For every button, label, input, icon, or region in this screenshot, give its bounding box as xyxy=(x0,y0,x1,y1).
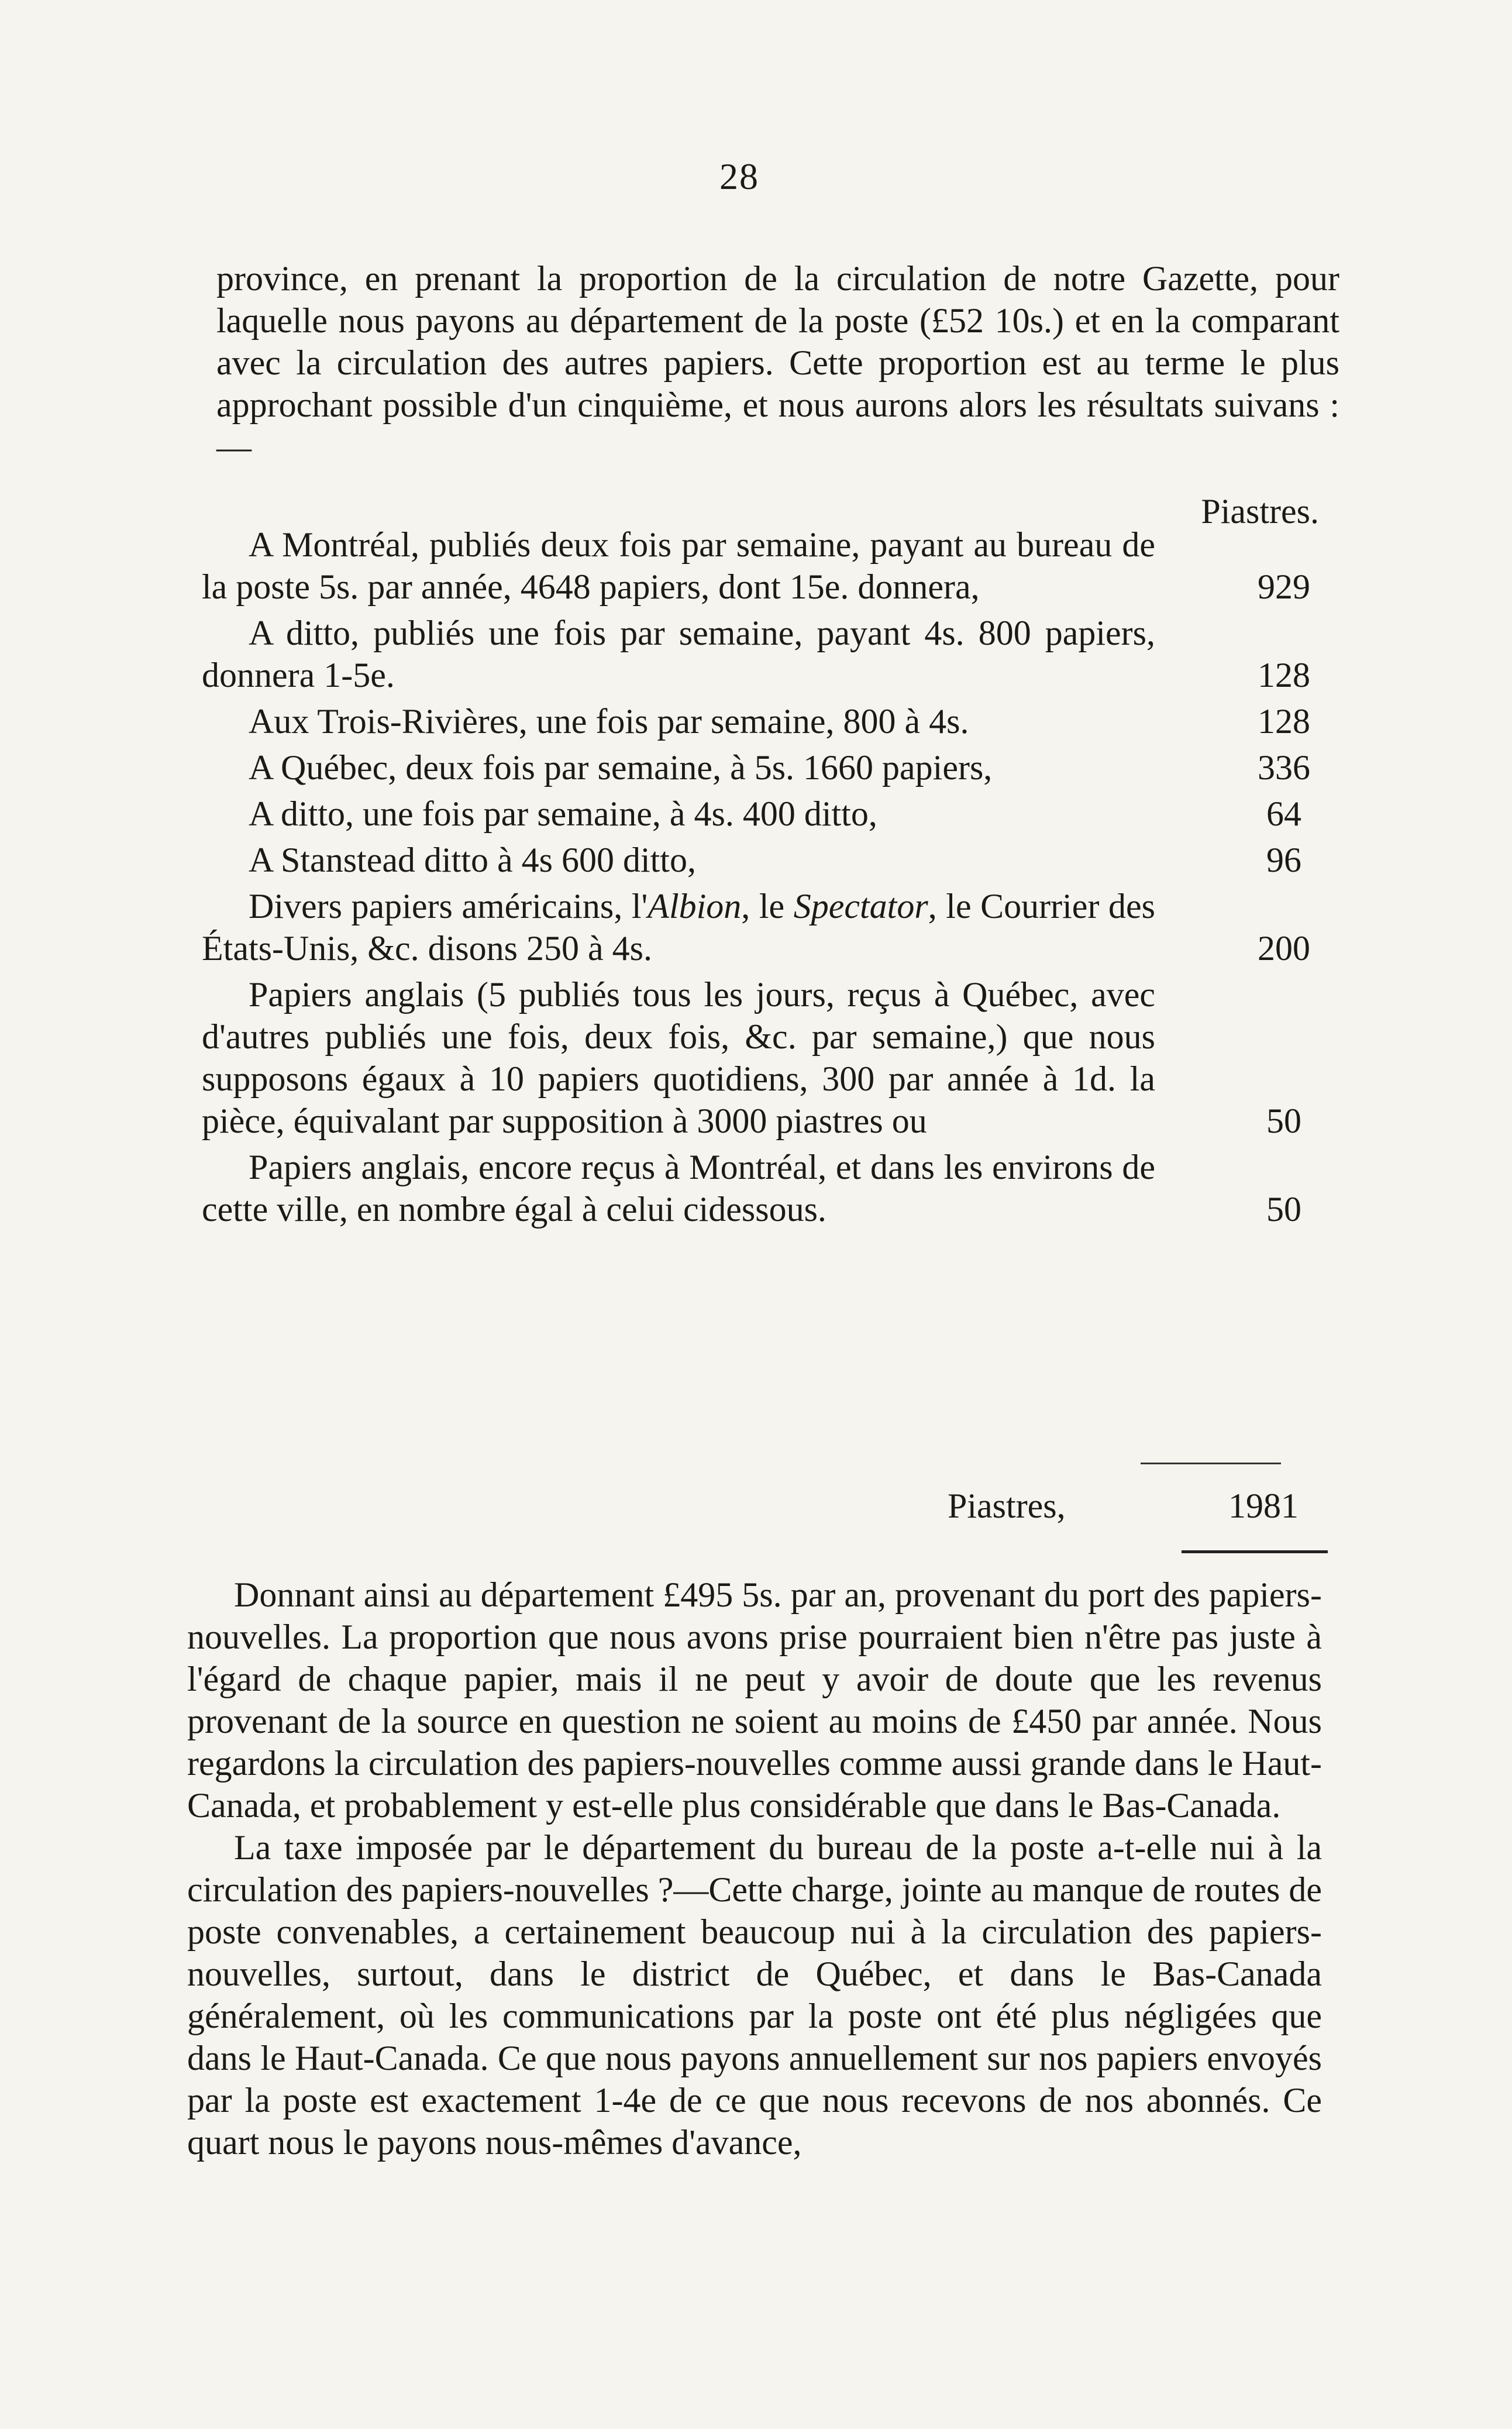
ledger-row-text: Papiers anglais (5 publiés tous les jours, reçus à Québec, avec d'autres publiés une fois, deux fois, &c. par semaine,) que nous supposons égaux à 10 papiers quotidiens, 300 par année à 1d. la pièce, équivalant par supposition à 3000 piastres ou xyxy=(202,975,1155,1140)
ledger-row-text: A ditto, publiés une fois par semaine, payant 4s. 800 papiers, donnera 1-5e. xyxy=(202,614,1155,694)
ledger-row-amount: 50 xyxy=(1266,1190,1301,1229)
intro-paragraph xyxy=(216,257,1339,468)
ledger-row-text: A Québec, deux fois par semaine, à 5s. 1660 papiers, xyxy=(249,748,993,787)
ledger-row xyxy=(202,839,1331,881)
ledger-text-part: , le xyxy=(741,887,794,926)
total-rule xyxy=(1182,1550,1328,1553)
ledger-row-text xyxy=(202,885,1155,969)
ledger-row-amount: 929 xyxy=(1258,567,1310,606)
ledger-row-text: Aux Trois-Rivières, une fois par semaine, 800 à 4s. xyxy=(249,702,969,741)
ledger-table xyxy=(202,524,1331,1234)
intro-text: province, en prenant la proportion de la circulation de notre Gazette, pour laquelle nous payons au département de la poste (£52 10s.) et en la comparant avec la circulation des autres papiers. Cette proportion est au terme le plus approchant possible d'un cinquième, et nous aurons alors les résultats suivans :— xyxy=(216,259,1339,466)
italic-title: Albion xyxy=(647,887,742,926)
body-text xyxy=(187,1574,1322,2163)
column-header: Piastres. xyxy=(1201,492,1319,531)
ledger-row-amount: 128 xyxy=(1258,702,1310,741)
ledger-row-text: Papiers anglais, encore reçus à Montréal, et dans les environs de cette ville, en nombre égal à celui cidessous. xyxy=(202,1148,1155,1229)
paragraph: Donnant ainsi au département £495 5s. par an, provenant du port des papiers-nouvelles. La proportion que nous avons prise pourraient bien n'être pas juste à l'égard de chaque papier, mais il ne peut y avoir de doute que les revenus provenant de la source en question ne soient au moins de £450 par année. Nous regardons la circulation des papiers-nouvelles comme aussi grande dans le Haut-Canada, et probablement y est-elle plus considérable que dans le Bas-Canada. xyxy=(187,1575,1322,1825)
ledger-text-part: , le Courrier des États-Unis, &c. disons 250 à 4s. xyxy=(202,887,1155,968)
ledger-row xyxy=(202,612,1331,696)
italic-title: Spectator xyxy=(793,887,928,926)
total-label: Piastres, xyxy=(948,1487,1066,1525)
ledger-row-amount: 96 xyxy=(1266,841,1301,879)
ledger-row xyxy=(202,1146,1331,1230)
ledger-row xyxy=(202,700,1331,742)
ledger-row-text: A Montréal, publiés deux fois par semaine, payant au bureau de la poste 5s. par année, 4648 papiers, dont 15e. donnera, xyxy=(202,525,1155,606)
ledger-row-amount: 64 xyxy=(1266,794,1301,833)
ledger-text-part: Divers papiers américains, l' xyxy=(249,887,648,926)
ledger-row-amount: 128 xyxy=(1258,656,1310,694)
ledger-row-amount: 50 xyxy=(1266,1102,1301,1140)
total-value: 1981 xyxy=(1228,1487,1299,1525)
ledger-row xyxy=(202,746,1331,789)
ledger-row-amount: 336 xyxy=(1258,748,1310,787)
paragraph: La taxe imposée par le département du bureau de la poste a-t-elle nui à la circulation des papiers-nouvelles ?—Cette charge, jointe au manque de routes de poste convenables, a certainement beaucoup nui à la circulation des papiers-nouvelles, surtout, dans le district de Québec, et dans le Bas-Canada généralement, où les communications par la poste ont été plus négligées que dans le Haut-Canada. Ce que nous payons annuellement sur nos papiers envoyés par la poste est exactement 1-4e de ce que nous recevons de nos abonnés. Ce quart nous le payons nous-mêmes d'avance, xyxy=(187,1828,1322,2162)
page-number: 28 xyxy=(719,156,759,197)
ledger-row xyxy=(202,973,1331,1142)
ledger-row-amount: 200 xyxy=(1258,929,1310,968)
ledger-row xyxy=(202,524,1331,608)
ledger-row xyxy=(202,793,1331,835)
sum-rule xyxy=(1141,1463,1281,1464)
ledger-row-text: A ditto, une fois par semaine, à 4s. 400 ditto, xyxy=(249,794,877,833)
ledger-row-text: A Stanstead ditto à 4s 600 ditto, xyxy=(249,841,696,879)
ledger-row xyxy=(202,885,1331,969)
